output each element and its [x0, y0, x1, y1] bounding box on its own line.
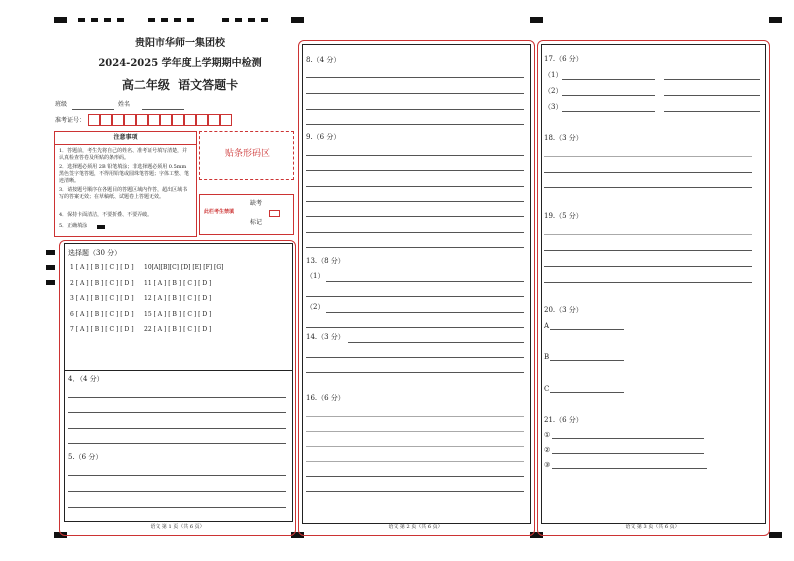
answer-line[interactable] — [68, 412, 286, 413]
registration-mark — [54, 17, 67, 23]
name-label: 姓名 — [118, 101, 131, 108]
question-8-label: 8.（4 分） — [306, 56, 341, 64]
answer-line[interactable] — [68, 443, 286, 444]
name-field[interactable] — [142, 109, 184, 110]
question-18-label: 18.（3 分） — [544, 134, 583, 142]
answer-line[interactable] — [544, 156, 752, 157]
timing-mark — [161, 18, 168, 22]
notice-item: 3．请按题号顺序在各题目的答题区域内作答，超出区域书写的答案无效；在草稿纸、试题卷上答题无效。 — [59, 187, 188, 200]
timing-mark — [174, 18, 181, 22]
answer-line[interactable] — [664, 111, 760, 112]
timing-mark — [187, 18, 194, 22]
question-21-label: 21.（6 分） — [544, 416, 583, 424]
timing-mark — [78, 18, 85, 22]
question-19-label: 19.（5 分） — [544, 212, 583, 220]
registration-mark — [291, 17, 304, 23]
answer-line[interactable] — [306, 247, 524, 248]
answer-line[interactable] — [306, 232, 524, 233]
answer-line[interactable] — [664, 79, 760, 80]
answer-line[interactable] — [326, 312, 524, 313]
question-20-c-label: C — [544, 385, 550, 393]
choice-row[interactable]: 2 [ A ] [ B ] [ C ] [ D ] — [70, 280, 134, 287]
question-17-1-label: （1） — [544, 71, 563, 79]
registration-mark — [769, 532, 782, 538]
answer-line[interactable] — [306, 124, 524, 125]
notice-item: 4．保持卡面清洁，不要折叠、不要弄破。 — [59, 212, 153, 218]
answer-line[interactable] — [306, 93, 524, 94]
choice-row[interactable]: 10[A][B][C] [D] [E] [F] [G] — [144, 264, 224, 271]
question-16-label: 16.（6 分） — [306, 394, 345, 402]
side-mark — [46, 265, 55, 270]
question-20-a-label: A — [544, 322, 550, 330]
answer-line[interactable] — [664, 95, 760, 96]
answer-line[interactable] — [550, 392, 624, 393]
absent-checkbox[interactable] — [269, 210, 280, 217]
answer-line[interactable] — [544, 282, 752, 283]
registration-mark — [530, 17, 543, 23]
answer-line[interactable] — [306, 431, 524, 432]
exam-title: 2024-2025 学年度上学期期中检测 — [98, 58, 262, 69]
answer-line[interactable] — [306, 476, 524, 477]
answer-line[interactable] — [68, 507, 286, 508]
answer-line[interactable] — [306, 216, 524, 217]
id-number-boxes[interactable] — [88, 114, 238, 127]
answer-line[interactable] — [306, 109, 524, 110]
choice-row[interactable]: 1 [ A ] [ B ] [ C ] [ D ] — [70, 264, 134, 271]
answer-line[interactable] — [306, 201, 524, 202]
notice-item: 1．答题前，考生先将自己的姓名、准考证号填写清楚，并认真检查答卷及所贴的条形码。 — [59, 148, 188, 161]
side-mark — [46, 280, 55, 285]
question-13-label: 13.（8 分） — [306, 257, 345, 265]
answer-line[interactable] — [306, 446, 524, 447]
choice-row[interactable]: 12 [ A ] [ B ] [ C ] [ D ] — [144, 295, 212, 302]
answer-line[interactable] — [550, 329, 624, 330]
absent-note: 此栏考生禁填 — [204, 209, 235, 215]
choice-row[interactable]: 6 [ A ] [ B ] [ C ] [ D ] — [70, 311, 134, 318]
answer-line[interactable] — [68, 475, 286, 476]
answer-line[interactable] — [306, 491, 524, 492]
notice-box — [54, 131, 197, 237]
timing-mark — [235, 18, 242, 22]
answer-line[interactable] — [306, 416, 524, 417]
timing-mark — [104, 18, 111, 22]
question-21-3-label: ③ — [544, 461, 551, 469]
answer-line[interactable] — [550, 360, 624, 361]
question-21-1-label: ① — [544, 431, 551, 439]
id-label: 准考证号： — [55, 117, 86, 124]
choice-title: 选择题（30 分） — [68, 249, 122, 257]
answer-line[interactable] — [562, 95, 655, 96]
answer-line[interactable] — [544, 250, 752, 251]
answer-line[interactable] — [552, 438, 704, 439]
answer-line[interactable] — [348, 342, 524, 343]
choice-row[interactable]: 7 [ A ] [ B ] [ C ] [ D ] — [70, 326, 134, 333]
class-label: 班级 — [55, 101, 68, 108]
question-17-label: 17.（6 分） — [544, 55, 583, 63]
question-4-label: 4．（4 分） — [68, 375, 104, 383]
question-20-b-label: B — [544, 353, 550, 361]
side-mark — [46, 250, 55, 255]
notice-item: 5．正确填涂 — [59, 223, 88, 229]
answer-line[interactable] — [306, 461, 524, 462]
school-name: 贵阳市华师一集团校 — [135, 38, 225, 49]
answer-line[interactable] — [306, 155, 524, 156]
answer-line[interactable] — [306, 186, 524, 187]
notice-title: 注意事项 — [55, 134, 196, 145]
question-13-1-label: （1） — [306, 272, 325, 280]
timing-mark — [248, 18, 255, 22]
filled-bubble-example-icon — [97, 225, 105, 229]
section-divider — [64, 370, 292, 371]
notice-item: 2．选择题必须用 2B 铅笔填涂；非选择题必须用 0.5mm 黑色签字笔答题，不得用铅笔或圆珠笔答题；字体工整、笔迹清晰。 — [59, 164, 190, 184]
answer-line[interactable] — [306, 170, 524, 171]
answer-line[interactable] — [306, 296, 524, 297]
subject-title: 高二年级 语文答题卡 — [121, 78, 239, 92]
answer-line[interactable] — [68, 397, 286, 398]
answer-line[interactable] — [562, 79, 655, 80]
timing-mark — [148, 18, 155, 22]
answer-line[interactable] — [68, 491, 286, 492]
page3-footer: 语文 第 3 页（共 6 页） — [625, 524, 680, 530]
question-9-label: 9.（6 分） — [306, 133, 341, 141]
answer-line[interactable] — [306, 357, 524, 358]
answer-line[interactable] — [544, 234, 752, 235]
answer-line[interactable] — [306, 372, 524, 373]
answer-line[interactable] — [326, 281, 524, 282]
choice-row[interactable]: 22 [ A ] [ B ] [ C ] [ D ] — [144, 326, 212, 333]
absent-label: 缺考 — [250, 200, 263, 207]
mark-label: 标记 — [250, 219, 263, 226]
question-5-label: 5.（6 分） — [68, 453, 103, 461]
choice-row[interactable]: 11 [ A ] [ B ] [ C ] [ D ] — [144, 280, 212, 287]
answer-line[interactable] — [544, 172, 752, 173]
page2-answer-area — [302, 44, 531, 524]
choice-row[interactable]: 3 [ A ] [ B ] [ C ] [ D ] — [70, 295, 134, 302]
timing-mark — [222, 18, 229, 22]
question-17-2-label: （2） — [544, 87, 563, 95]
page2-footer: 语文 第 2 页（共 6 页） — [388, 524, 443, 530]
question-20-label: 20.（3 分） — [544, 306, 583, 314]
answer-line[interactable] — [552, 468, 707, 469]
question-21-2-label: ② — [544, 446, 551, 454]
question-13-2-label: （2） — [306, 303, 325, 311]
page3-answer-area — [541, 44, 766, 524]
answer-line[interactable] — [544, 266, 752, 267]
timing-mark — [117, 18, 124, 22]
registration-mark — [769, 17, 782, 23]
barcode-area — [199, 131, 294, 180]
answer-line[interactable] — [306, 327, 524, 328]
question-17-3-label: （3） — [544, 103, 563, 111]
class-field[interactable] — [72, 109, 114, 110]
timing-mark — [261, 18, 268, 22]
answer-line[interactable] — [68, 428, 286, 429]
answer-line[interactable] — [562, 111, 655, 112]
barcode-label: 贴条形码区 — [224, 149, 270, 159]
answer-line[interactable] — [544, 187, 752, 188]
choice-row[interactable]: 15 [ A ] [ B ] [ C ] [ D ] — [144, 311, 212, 318]
timing-mark — [91, 18, 98, 22]
answer-line[interactable] — [306, 77, 524, 78]
absent-box — [199, 194, 294, 235]
page1-footer: 语文 第 1 页（共 6 页） — [150, 524, 205, 530]
question-14-label: 14.（3 分） — [306, 333, 345, 341]
answer-line[interactable] — [552, 453, 704, 454]
